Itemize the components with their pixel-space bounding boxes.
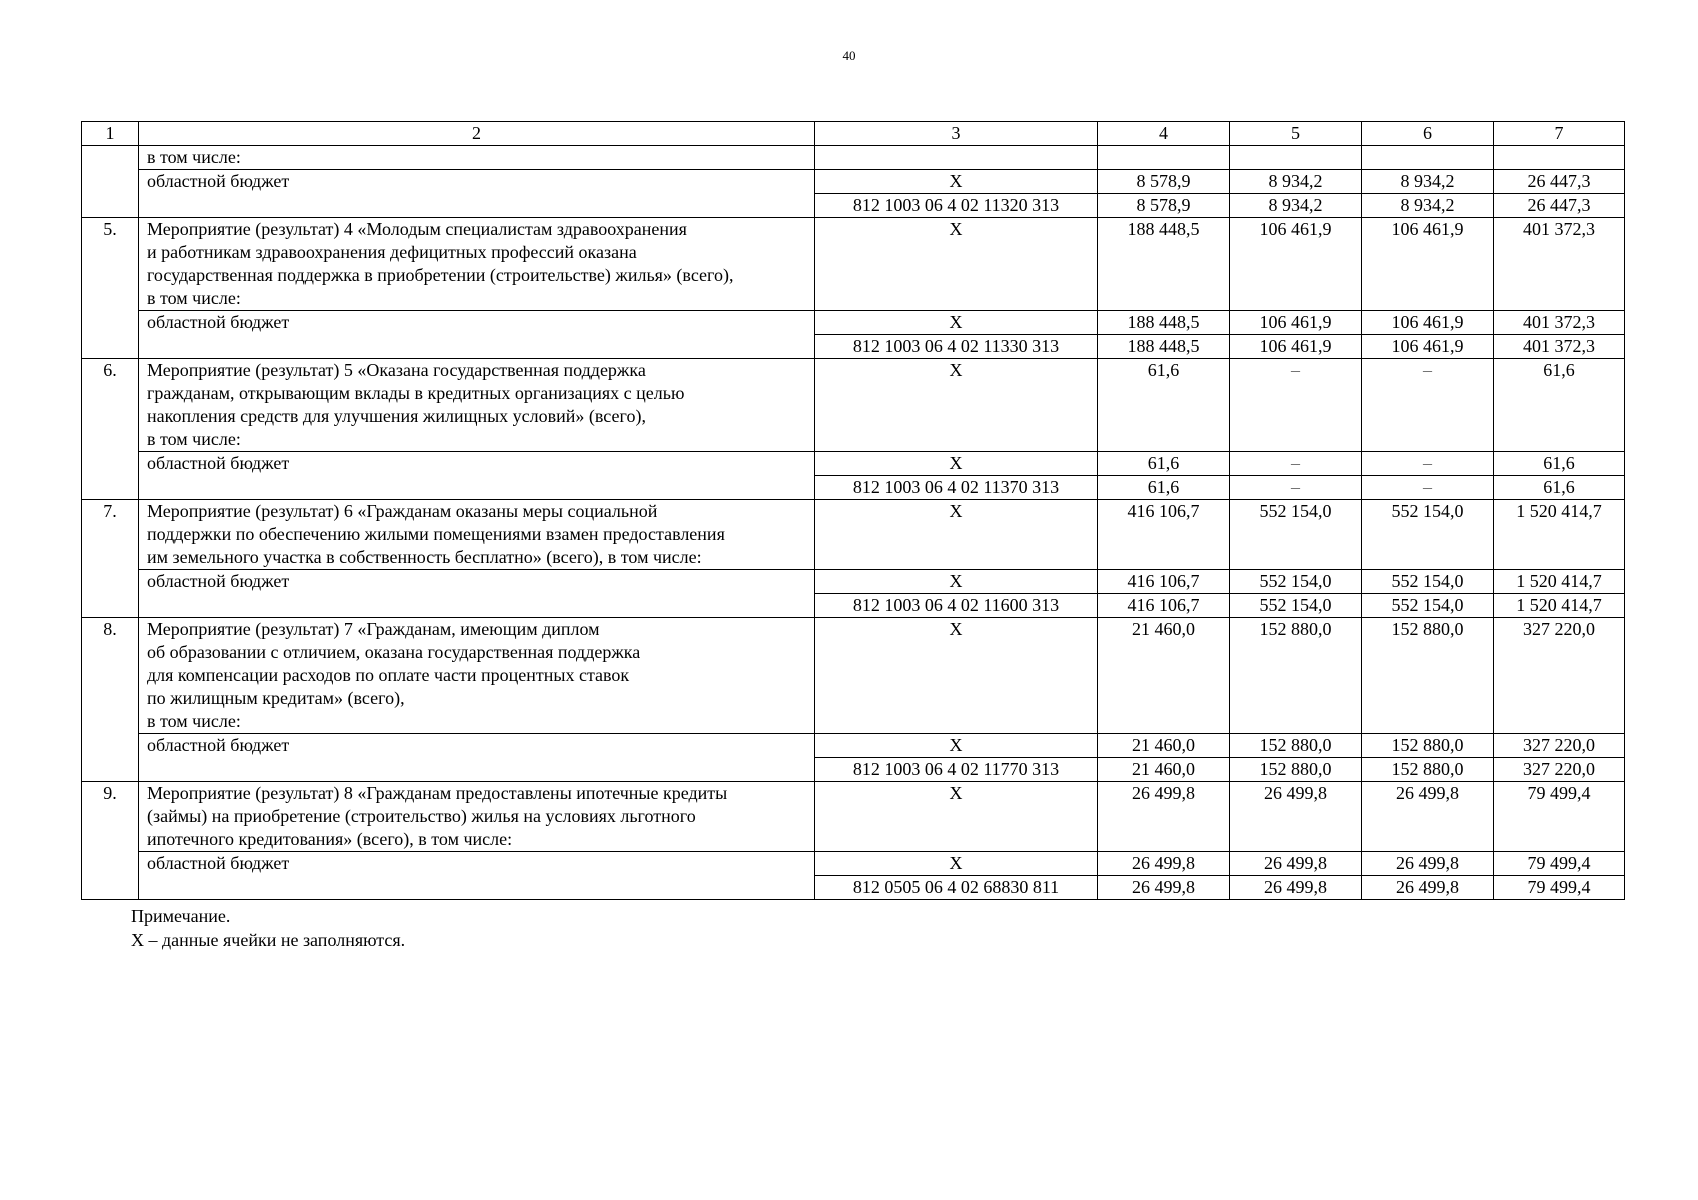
row-number: 5. <box>82 218 139 359</box>
value-year-4 <box>1494 146 1625 170</box>
description-line: об образовании с отличием, оказана государственная поддержка <box>147 642 641 662</box>
value-year-4: 401 372,3 <box>1494 335 1625 359</box>
row-description <box>139 500 815 570</box>
row-description <box>139 852 815 900</box>
value-year-4: 26 447,3 <box>1494 194 1625 218</box>
budget-code: Х <box>815 452 1098 476</box>
description-line: областной бюджет <box>147 735 290 755</box>
value-year-4: 26 447,3 <box>1494 170 1625 194</box>
value-year-4: 79 499,4 <box>1494 852 1625 876</box>
header-cell: 7 <box>1494 122 1625 146</box>
row-description <box>139 311 815 359</box>
description-line: Мероприятие (результат) 4 «Молодым специалистам здравоохранения <box>147 219 687 239</box>
value-year-1: 8 578,9 <box>1098 194 1230 218</box>
value-year-3: 8 934,2 <box>1362 194 1494 218</box>
table-row <box>82 311 1625 335</box>
description-line: Мероприятие (результат) 6 «Гражданам оказаны меры социальной <box>147 501 658 521</box>
value-year-1: 188 448,5 <box>1098 335 1230 359</box>
value-year-1: 61,6 <box>1098 476 1230 500</box>
table-row <box>82 734 1625 758</box>
value-year-3: 106 461,9 <box>1362 218 1494 311</box>
value-year-1: 26 499,8 <box>1098 852 1230 876</box>
value-year-3: 106 461,9 <box>1362 335 1494 359</box>
budget-code: 812 1003 06 4 02 11770 313 <box>815 758 1098 782</box>
row-number: 8. <box>82 618 139 782</box>
table-row <box>82 146 1625 170</box>
description-line: Мероприятие (результат) 7 «Гражданам, имеющим диплом <box>147 619 600 639</box>
value-year-4: 79 499,4 <box>1494 876 1625 900</box>
row-number: 9. <box>82 782 139 900</box>
value-year-1: 61,6 <box>1098 452 1230 476</box>
description-line: областной бюджет <box>147 853 290 873</box>
budget-code: Х <box>815 218 1098 311</box>
footnote <box>131 904 405 952</box>
row-description <box>139 359 815 452</box>
value-year-3: 552 154,0 <box>1362 594 1494 618</box>
table-row <box>82 852 1625 876</box>
value-year-2: 106 461,9 <box>1230 335 1362 359</box>
description-line: областной бюджет <box>147 312 290 332</box>
description-line: в том числе: <box>147 711 241 731</box>
description-line: и работникам здравоохранения дефицитных профессий оказана <box>147 242 637 262</box>
description-line: государственная поддержка в приобретении (строительстве) жилья» (всего), <box>147 265 734 285</box>
value-year-4: 1 520 414,7 <box>1494 500 1625 570</box>
row-number: 7. <box>82 500 139 618</box>
value-year-2: 26 499,8 <box>1230 852 1362 876</box>
value-year-3: 26 499,8 <box>1362 876 1494 900</box>
row-description <box>139 146 815 170</box>
description-line: Мероприятие (результат) 8 «Гражданам предоставлены ипотечные кредиты <box>147 783 728 803</box>
header-cell: 2 <box>139 122 815 146</box>
value-year-2: 152 880,0 <box>1230 618 1362 734</box>
row-description <box>139 170 815 218</box>
value-year-4: 401 372,3 <box>1494 311 1625 335</box>
value-year-1: 26 499,8 <box>1098 876 1230 900</box>
table-row <box>82 500 1625 570</box>
value-year-3: – <box>1362 452 1494 476</box>
value-year-4: 1 520 414,7 <box>1494 570 1625 594</box>
description-line: Мероприятие (результат) 5 «Оказана государственная поддержка <box>147 360 646 380</box>
value-year-1 <box>1098 146 1230 170</box>
value-year-1: 61,6 <box>1098 359 1230 452</box>
value-year-4: 61,6 <box>1494 452 1625 476</box>
value-year-1: 416 106,7 <box>1098 594 1230 618</box>
value-year-1: 26 499,8 <box>1098 782 1230 852</box>
budget-code: Х <box>815 734 1098 758</box>
value-year-3: 26 499,8 <box>1362 852 1494 876</box>
value-year-3: – <box>1362 359 1494 452</box>
value-year-2: 8 934,2 <box>1230 170 1362 194</box>
description-line: для компенсации расходов по оплате части процентных ставок <box>147 665 630 685</box>
budget-code: Х <box>815 170 1098 194</box>
footnote-text: Х – данные ячейки не заполняются. <box>131 930 406 950</box>
value-year-3: 152 880,0 <box>1362 734 1494 758</box>
table-row <box>82 218 1625 311</box>
header-cell: 4 <box>1098 122 1230 146</box>
table-row <box>82 618 1625 734</box>
budget-code: Х <box>815 852 1098 876</box>
value-year-3: – <box>1362 476 1494 500</box>
header-cell: 6 <box>1362 122 1494 146</box>
value-year-1: 8 578,9 <box>1098 170 1230 194</box>
value-year-4: 1 520 414,7 <box>1494 594 1625 618</box>
page-number: 40 <box>842 48 856 63</box>
header-row <box>82 122 1625 146</box>
value-year-1: 21 460,0 <box>1098 758 1230 782</box>
budget-code: 812 1003 06 4 02 11330 313 <box>815 335 1098 359</box>
value-year-2: – <box>1230 359 1362 452</box>
row-number <box>82 146 139 218</box>
value-year-2: 552 154,0 <box>1230 570 1362 594</box>
value-year-1: 416 106,7 <box>1098 500 1230 570</box>
budget-code: Х <box>815 782 1098 852</box>
row-description <box>139 218 815 311</box>
footnote-title: Примечание. <box>131 906 231 926</box>
table-row <box>82 452 1625 476</box>
value-year-2: 552 154,0 <box>1230 500 1362 570</box>
budget-table <box>81 121 1625 900</box>
description-line: областной бюджет <box>147 571 290 591</box>
description-line: в том числе: <box>147 147 241 167</box>
header-cell: 3 <box>815 122 1098 146</box>
value-year-1: 416 106,7 <box>1098 570 1230 594</box>
description-line: по жилищным кредитам» (всего), <box>147 688 405 708</box>
table-row <box>82 359 1625 452</box>
value-year-1: 21 460,0 <box>1098 734 1230 758</box>
value-year-4: 327 220,0 <box>1494 734 1625 758</box>
value-year-3: 552 154,0 <box>1362 500 1494 570</box>
budget-code: Х <box>815 570 1098 594</box>
value-year-3: 26 499,8 <box>1362 782 1494 852</box>
value-year-2: 106 461,9 <box>1230 311 1362 335</box>
budget-code <box>815 146 1098 170</box>
description-line: областной бюджет <box>147 453 290 473</box>
value-year-4: 327 220,0 <box>1494 758 1625 782</box>
row-description <box>139 734 815 782</box>
value-year-2: – <box>1230 476 1362 500</box>
table-row <box>82 782 1625 852</box>
description-line: областной бюджет <box>147 171 290 191</box>
table-row <box>82 570 1625 594</box>
value-year-3: 106 461,9 <box>1362 311 1494 335</box>
value-year-4: 327 220,0 <box>1494 618 1625 734</box>
value-year-2 <box>1230 146 1362 170</box>
budget-code: 812 1003 06 4 02 11320 313 <box>815 194 1098 218</box>
value-year-4: 401 372,3 <box>1494 218 1625 311</box>
header-cell: 1 <box>82 122 139 146</box>
value-year-2: 26 499,8 <box>1230 782 1362 852</box>
value-year-3 <box>1362 146 1494 170</box>
value-year-2: 152 880,0 <box>1230 758 1362 782</box>
row-description <box>139 618 815 734</box>
value-year-2: 106 461,9 <box>1230 218 1362 311</box>
table-row <box>82 170 1625 194</box>
description-line: (займы) на приобретение (строительство) жилья на условиях льготного <box>147 806 696 826</box>
row-description <box>139 570 815 618</box>
value-year-3: 8 934,2 <box>1362 170 1494 194</box>
value-year-1: 188 448,5 <box>1098 218 1230 311</box>
row-number: 6. <box>82 359 139 500</box>
value-year-3: 152 880,0 <box>1362 618 1494 734</box>
description-line: им земельного участка в собственность бесплатно» (всего), в том числе: <box>147 547 702 567</box>
header-cell: 5 <box>1230 122 1362 146</box>
value-year-3: 152 880,0 <box>1362 758 1494 782</box>
value-year-1: 188 448,5 <box>1098 311 1230 335</box>
value-year-1: 21 460,0 <box>1098 618 1230 734</box>
budget-code: Х <box>815 311 1098 335</box>
value-year-2: 552 154,0 <box>1230 594 1362 618</box>
value-year-4: 61,6 <box>1494 359 1625 452</box>
budget-code: 812 1003 06 4 02 11370 313 <box>815 476 1098 500</box>
value-year-4: 79 499,4 <box>1494 782 1625 852</box>
value-year-4: 61,6 <box>1494 476 1625 500</box>
row-description <box>139 452 815 500</box>
description-line: в том числе: <box>147 288 241 308</box>
value-year-3: 552 154,0 <box>1362 570 1494 594</box>
value-year-2: 26 499,8 <box>1230 876 1362 900</box>
description-line: накопления средств для улучшения жилищных условий» (всего), <box>147 406 646 426</box>
description-line: ипотечного кредитования» (всего), в том числе: <box>147 829 513 849</box>
description-line: в том числе: <box>147 429 241 449</box>
row-description <box>139 782 815 852</box>
budget-code: 812 0505 06 4 02 68830 811 <box>815 876 1098 900</box>
value-year-2: 8 934,2 <box>1230 194 1362 218</box>
budget-code: Х <box>815 359 1098 452</box>
description-line: гражданам, открывающим вклады в кредитных организациях с целью <box>147 383 685 403</box>
budget-code: 812 1003 06 4 02 11600 313 <box>815 594 1098 618</box>
budget-code: Х <box>815 618 1098 734</box>
budget-code: Х <box>815 500 1098 570</box>
description-line: поддержки по обеспечению жилыми помещениями взамен предоставления <box>147 524 725 544</box>
value-year-2: 152 880,0 <box>1230 734 1362 758</box>
value-year-2: – <box>1230 452 1362 476</box>
